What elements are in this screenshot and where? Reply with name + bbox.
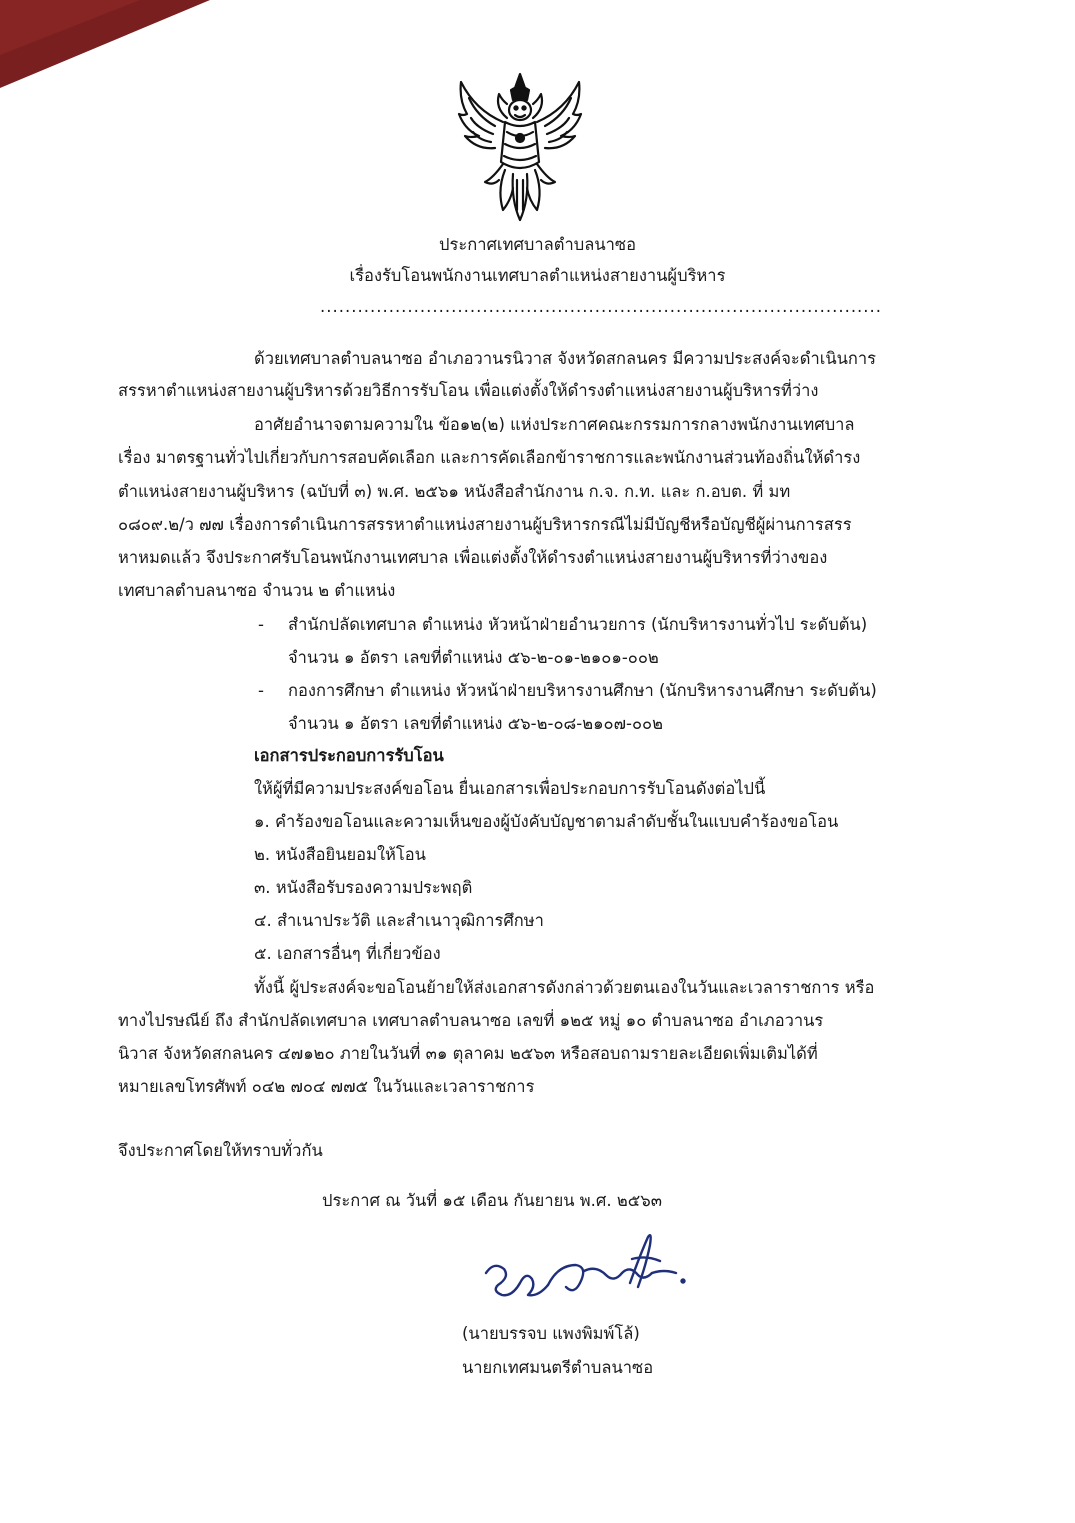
paragraph-2-line-2: เรื่อง มาตรฐานทั่วไปเกี่ยวกับการสอบคัดเลือก และการคัดเลือกข้าราชการและพนักงานส่วนท้องถิ่นให้ดำรง [118,448,861,467]
paragraph-3-line-4: หมายเลขโทรศัพท์ ๐๔๒ ๗๐๔ ๗๗๕ ในวันและเวลาราชการ [118,1077,535,1096]
document-item-5: ๕. เอกสารอื่นๆ ที่เกี่ยวข้อง [254,944,441,963]
signer-name: (นายบรรจบ แพงพิมพ์โล้) [462,1324,640,1343]
paragraph-1-line-1: ด้วยเทศบาลตำบลนาซอ อำเภอวานรนิวาส จังหวัดสกลนคร มีความประสงค์จะดำเนินการ [254,349,877,368]
document-item-1: ๑. คำร้องขอโอนและความเห็นของผู้บังคับบัญชาตามลำดับชั้นในแบบคำร้องขอโอน [254,812,839,831]
announcement-title: ประกาศเทศบาลตำบลนาซอ [439,235,636,254]
paragraph-1-line-2: สรรหาตำแหน่งสายงานผู้บริหารด้วยวิธีการรับโอน เพื่อแต่งตั้งให้ดำรงตำแหน่งสายงานผู้บริหารที่ว่าง [118,381,819,400]
paragraph-2-line-5: หาหมดแล้ว จึงประกาศรับโอนพนักงานเทศบาล เพื่อแต่งตั้งให้ดำรงตำแหน่งสายงานผู้บริหารที่ว่างของ [118,548,828,567]
document-item-2: ๒. หนังสือยินยอมให้โอน [254,845,426,864]
garuda-emblem-icon [455,70,585,225]
bullet-dash: - [258,615,264,634]
background-corner [0,0,220,95]
documents-heading: เอกสารประกอบการรับโอน [254,746,444,765]
paragraph-3-line-2: ทางไปรษณีย์ ถึง สำนักปลัดเทศบาล เทศบาลตำบลนาซอ เลขที่ ๑๒๕ หมู่ ๑๐ ตำบลนาซอ อำเภอวานร [118,1011,824,1030]
position-1-line-2: จำนวน ๑ อัตรา เลขที่ตำแหน่ง ๕๖-๒-๐๑-๒๑๐๑-๐๐๒ [288,648,659,667]
position-2-line-2: จำนวน ๑ อัตรา เลขที่ตำแหน่ง ๕๖-๒-๐๘-๒๑๐๗-๐๐๒ [288,714,663,733]
signer-title: นายกเทศมนตรีตำบลนาซอ [462,1358,654,1377]
paragraph-3-line-1: ทั้งนี้ ผู้ประสงค์จะขอโอนย้ายให้ส่งเอกสารดังกล่าวด้วยตนเองในวันและเวลาราชการ หรือ [254,978,875,997]
paragraph-2-line-1: อาศัยอำนาจตามความใน ข้อ๑๒(๒) แห่งประกาศคณะกรรมการกลางพนักงานเทศบาล [254,415,855,434]
bullet-dash: - [258,681,264,700]
position-1-line-1: สำนักปลัดเทศบาล ตำแหน่ง หัวหน้าฝ่ายอำนวยการ (นักบริหารงานทั่วไป ระดับต้น) [288,615,868,634]
documents-intro: ให้ผู้ที่มีความประสงค์ขอโอน ยื่นเอกสารเพื่อประกอบการรับโอนดังต่อไปนี้ [254,779,766,798]
closing-text: จึงประกาศโดยให้ทราบทั่วกัน [118,1141,323,1160]
announcement-subject: เรื่องรับโอนพนักงานเทศบาลตำแหน่งสายงานผู้บริหาร [349,266,726,285]
document-item-4: ๔. สำเนาประวัติ และสำเนาวุฒิการศึกษา [254,911,544,930]
paragraph-2-line-6: เทศบาลตำบลนาซอ จำนวน ๒ ตำแหน่ง [118,581,396,600]
signature-icon [480,1225,690,1310]
document-item-3: ๓. หนังสือรับรองความประพฤติ [254,878,473,897]
paragraph-3-line-3: นิวาส จังหวัดสกลนคร ๔๗๑๒๐ ภายในวันที่ ๓๑ ตุลาคม ๒๕๖๓ หรือสอบถามรายละเอียดเพิ่มเติมได้ที่ [118,1044,818,1063]
position-2-line-1: กองการศึกษา ตำแหน่ง หัวหน้าฝ่ายบริหารงานศึกษา (นักบริหารงานศึกษา ระดับต้น) [288,681,877,700]
date-line: ประกาศ ณ วันที่ ๑๕ เดือน กันยายน พ.ศ. ๒๕๖๓ [322,1191,662,1210]
divider-dots: .......................................................................................... [320,297,883,316]
paragraph-2-line-3: ตำแหน่งสายงานผู้บริหาร (ฉบับที่ ๓) พ.ศ. ๒๕๖๑ หนังสือสำนักงาน ก.จ. ก.ท. และ ก.อบต. ที่ มท [118,482,791,501]
paragraph-2-line-4: ๐๘๐๙.๒/ว ๗๗ เรื่องการดำเนินการสรรหาตำแหน่งสายงานผู้บริหารกรณีไม่มีบัญชีหรือบัญชีผู้ผ่านการสรร [118,515,852,534]
